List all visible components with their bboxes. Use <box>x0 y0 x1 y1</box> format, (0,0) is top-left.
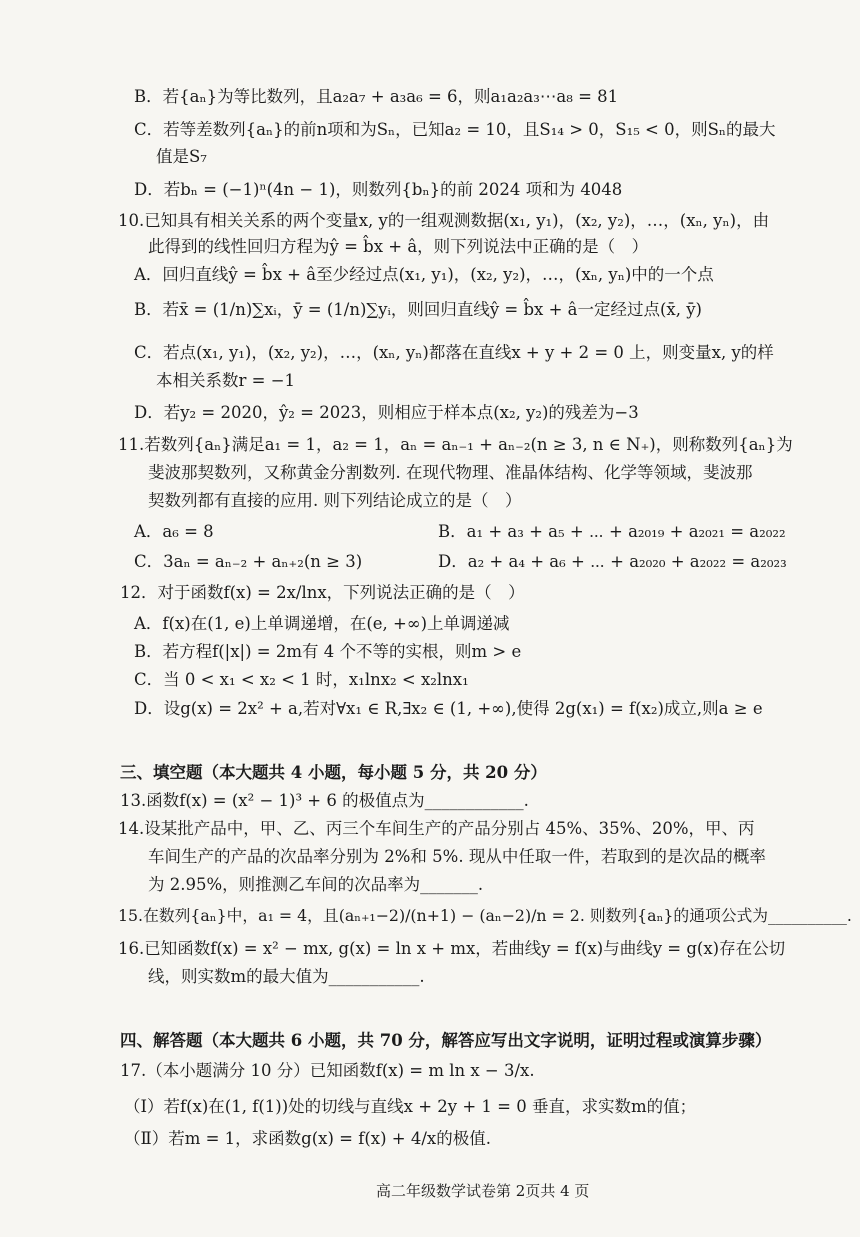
q9-option-b: B．若{aₙ}为等比数列，且a₂a₇ + a₃a₆ = 6，则a₁a₂a₃⋯a₈ = 81 <box>134 87 619 106</box>
q11-option-d: D．a₂ + a₄ + a₆ + ⋯ + a₂₀₂₀ + a₂₀₂₂ = a₂₀₂₃ <box>438 552 787 571</box>
q12-option-b: B．若方程f(|x|) = 2m有 4 个不等的实根，则m > e <box>134 642 522 661</box>
q14-stem-cont1: 车间生产的产品的次品率分别为 2%和 5%. 现从中任取一件，若取到的是次品的概率 <box>148 847 766 866</box>
q11-stem: 11.若数列{aₙ}满足a₁ = 1，a₂ = 1，aₙ = aₙ₋₁ + aₙ₋₂(n ≥ 3, n ∈ N₊)，则称数列{aₙ}为 <box>118 435 793 454</box>
q10-option-c-cont: 本相关系数r = −1 <box>156 371 296 390</box>
q9-option-c-cont: 值是S₇ <box>156 147 207 166</box>
q9-option-c: C．若等差数列{aₙ}的前n项和为Sₙ，已知a₂ = 10，且S₁₄ > 0，S₁₅ < 0，则Sₙ的最大 <box>134 120 776 139</box>
q10-option-a: A．回归直线ŷ = b̂x + â至少经过点(x₁, y₁)，(x₂, y₂)，…，(xₙ, yₙ)中的一个点 <box>134 265 714 284</box>
q10-stem-cont: 此得到的线性回归方程为ŷ = b̂x + â，则下列说法中正确的是（ ） <box>148 237 649 256</box>
q11-stem-cont1: 斐波那契数列，又称黄金分割数列. 在现代物理、准晶体结构、化学等领域，斐波那 <box>148 463 753 482</box>
q10-option-b: B．若x̄ = (1/n)∑xᵢ，ȳ = (1/n)∑yᵢ，则回归直线ŷ = b̂x + â一定经过点(x̄, ȳ) <box>134 300 702 319</box>
q12-stem: 12．对于函数f(x) = 2x/lnx，下列说法正确的是（ ） <box>120 583 525 602</box>
q11-stem-cont2: 契数列都有直接的应用. 则下列结论成立的是（ ） <box>148 491 522 510</box>
q17-part-2: （Ⅱ）若m = 1，求函数g(x) = f(x) + 4/x的极值. <box>124 1129 491 1148</box>
q12-option-d: D．设g(x) = 2x² + a,若对∀x₁ ∈ R,∃x₂ ∈ (1, +∞),使得 2g(x₁) = f(x₂)成立,则a ≥ e <box>134 699 763 718</box>
section-fill-in-heading: 三、填空题（本大题共 4 小题，每小题 5 分，共 20 分） <box>120 763 547 782</box>
q16-stem: 16.已知函数f(x) = x² − mx, g(x) = ln x + mx，若曲线y = f(x)与曲线y = g(x)存在公切 <box>118 939 786 958</box>
q11-option-b: B．a₁ + a₃ + a₅ + ⋯ + a₂₀₁₉ + a₂₀₂₁ = a₂₀₂₂ <box>438 522 786 541</box>
q11-option-a: A．a₆ = 8 <box>134 522 214 541</box>
section-solution-heading: 四、解答题（本大题共 6 小题，共 70 分，解答应写出文字说明，证明过程或演算步骤） <box>120 1031 772 1050</box>
q12-option-a: A．f(x)在(1, e)上单调递增，在(e, +∞)上单调递减 <box>134 614 510 633</box>
q14-stem: 14.设某批产品中，甲、乙、丙三个车间生产的产品分别占 45%、35%、20%，甲、丙 <box>118 819 755 838</box>
q10-stem: 10.已知具有相关关系的两个变量x, y的一组观测数据(x₁, y₁)，(x₂, y₂)，…，(xₙ, yₙ)，由 <box>118 211 770 230</box>
q17-part-1: （Ⅰ）若f(x)在(1, f(1))处的切线与直线x + 2y + 1 = 0 垂直，求实数m的值； <box>124 1097 697 1116</box>
q12-option-c: C．当 0 < x₁ < x₂ < 1 时，x₁lnx₂ < x₂lnx₁ <box>134 670 469 689</box>
q10-option-c: C．若点(x₁, y₁)，(x₂, y₂)，…，(xₙ, yₙ)都落在直线x + y + 2 = 0 上，则变量x, y的样 <box>134 343 774 362</box>
q13: 13.函数f(x) = (x² − 1)³ + 6 的极值点为____________. <box>120 791 529 810</box>
q14-stem-cont2: 为 2.95%，则推测乙车间的次品率为_______. <box>148 875 484 894</box>
page-footer: 高二年级数学试卷第 2页共 4 页 <box>376 1182 590 1200</box>
q16-stem-cont: 线，则实数m的最大值为___________. <box>148 967 425 986</box>
q9-option-d: D．若bₙ = (−1)ⁿ(4n − 1)，则数列{bₙ}的前 2024 项和为 4048 <box>134 180 623 199</box>
q11-option-c: C．3aₙ = aₙ₋₂ + aₙ₊₂(n ≥ 3) <box>134 552 363 571</box>
q10-option-d: D．若y₂ = 2020，ŷ₂ = 2023，则相应于样本点(x₂, y₂)的残差为−3 <box>134 403 639 422</box>
q15: 15.在数列{aₙ}中，a₁ = 4，且(aₙ₊₁−2)/(n+1) − (aₙ−2)/n = 2. 则数列{aₙ}的通项公式为__________. <box>118 906 852 925</box>
q17-stem: 17.（本小题满分 10 分）已知函数f(x) = m ln x − 3/x. <box>120 1061 535 1080</box>
